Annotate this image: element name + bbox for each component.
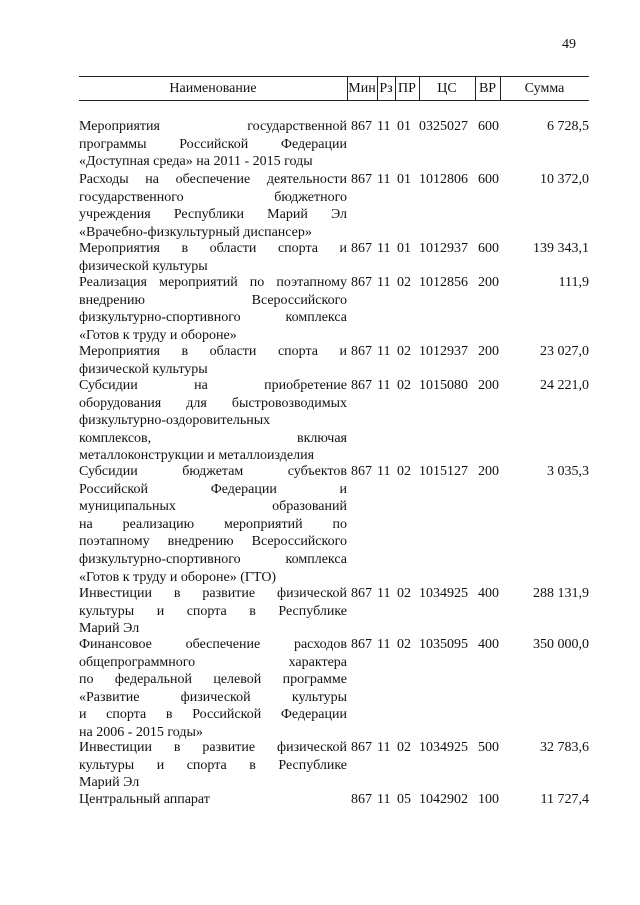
row-vr: 600	[478, 119, 499, 134]
header-vr: ВР	[478, 81, 497, 96]
page-number: 49	[562, 37, 576, 52]
row-cs: 1015080	[419, 378, 468, 393]
row-rz: 11	[377, 586, 391, 601]
row-name-line: физической культуры	[79, 361, 208, 377]
row-rz: 11	[377, 378, 391, 393]
row-rz: 11	[377, 740, 391, 755]
row-name-line: Инвестиции в развитие физической	[79, 586, 347, 601]
row-name-line: учреждения Республики Марий Эл	[79, 207, 347, 223]
row-name-line: Мероприятия в области спорта и	[79, 344, 347, 359]
header-cs: ЦС	[437, 81, 457, 96]
row-name-line: внедрению Всероссийского	[79, 292, 347, 308]
header-rz: Рз	[379, 81, 393, 96]
row-name-line: Субсидии бюджетам субъектов	[79, 464, 347, 479]
row-rz: 11	[377, 792, 391, 807]
row-pr: 02	[397, 464, 411, 479]
row-name-line: «Готов к труду и обороне»	[79, 327, 237, 343]
row-sum: 3 035,3	[547, 464, 589, 479]
row-name-line: программы Российской Федерации	[79, 136, 347, 152]
row-name-line: государственного бюджетного	[79, 189, 347, 205]
row-min: 867	[351, 740, 372, 755]
row-sum: 111,9	[558, 275, 589, 290]
row-rz: 11	[377, 172, 391, 187]
row-name	[79, 377, 347, 465]
row-pr: 02	[397, 275, 411, 290]
row-sum: 139 343,1	[533, 241, 589, 256]
row-name-line: и спорта в Российской Федерации	[79, 707, 347, 723]
row-pr: 01	[397, 119, 411, 134]
row-sum: 11 727,4	[540, 792, 589, 807]
row-pr: 02	[397, 344, 411, 359]
row-min: 867	[351, 378, 372, 393]
row-rz: 11	[377, 637, 391, 652]
row-name-line: Расходы на обеспечение деятельности	[79, 172, 347, 187]
row-vr: 500	[478, 740, 499, 755]
row-cs: 1012937	[419, 241, 468, 256]
row-vr: 200	[478, 378, 499, 393]
row-name-line: физической культуры	[79, 258, 208, 274]
row-name-line: Российской Федерации и	[79, 481, 347, 497]
row-min: 867	[351, 172, 372, 187]
row-name-line: Реализация мероприятий по поэтапному	[79, 275, 347, 290]
row-sum: 24 221,0	[540, 378, 589, 393]
row-name-line: на 2006 - 2015 годы»	[79, 724, 203, 740]
row-name-line: «Врачебно-физкультурный диспансер»	[79, 224, 312, 240]
row-name-line: металлоконструкции и металлоизделия	[79, 448, 315, 464]
row-name-line: Финансовое обеспечение расходов	[79, 637, 347, 652]
row-name-line: Мероприятия в области спорта и	[79, 241, 347, 256]
row-name-line: поэтапному внедрению Всероссийского	[79, 534, 347, 550]
row-pr: 01	[397, 241, 411, 256]
row-rz: 11	[377, 275, 391, 290]
row-name-line: оборудования для быстровозводимых	[79, 395, 347, 411]
row-vr: 400	[478, 637, 499, 652]
row-name-line: Центральный аппарат	[79, 792, 210, 807]
header-bottom-rule	[79, 100, 589, 101]
row-name-line: «Готов к труду и обороне» (ГТО)	[79, 569, 277, 585]
row-rz: 11	[377, 464, 391, 479]
row-name-line: Марий Эл	[79, 621, 140, 637]
row-min: 867	[351, 119, 372, 134]
row-name	[79, 240, 347, 275]
row-pr: 02	[397, 740, 411, 755]
row-name	[79, 791, 347, 809]
row-sum: 350 000,0	[533, 637, 589, 652]
row-pr: 05	[397, 792, 411, 807]
row-name	[79, 739, 347, 792]
row-name-line: по федеральной целевой программе	[79, 672, 347, 688]
row-pr: 01	[397, 172, 411, 187]
row-min: 867	[351, 637, 372, 652]
row-cs: 1042902	[419, 792, 468, 807]
row-name-line: Марий Эл	[79, 775, 140, 791]
row-vr: 200	[478, 464, 499, 479]
row-name	[79, 636, 347, 742]
header-sum: Сумма	[524, 81, 565, 96]
row-cs: 1012806	[419, 172, 468, 187]
row-rz: 11	[377, 241, 391, 256]
row-vr: 200	[478, 344, 499, 359]
row-name	[79, 343, 347, 378]
row-min: 867	[351, 792, 372, 807]
row-name-line: общепрограммного характера	[79, 654, 347, 670]
row-sum: 23 027,0	[540, 344, 589, 359]
row-cs: 1012937	[419, 344, 468, 359]
row-min: 867	[351, 464, 372, 479]
row-name-line: «Доступная среда» на 2011 - 2015 годы	[79, 154, 313, 170]
row-name-line: культуры и спорта в Республике	[79, 603, 347, 619]
row-name-line: комплексов, включая	[79, 430, 347, 446]
row-name-line: физкультурно-спортивного комплекса	[79, 310, 347, 326]
header-pr: ПР	[398, 81, 416, 96]
row-vr: 100	[478, 792, 499, 807]
row-min: 867	[351, 241, 372, 256]
row-min: 867	[351, 275, 372, 290]
row-vr: 600	[478, 241, 499, 256]
row-name-line: физкультурно-спортивного комплекса	[79, 551, 347, 567]
row-pr: 02	[397, 586, 411, 601]
row-name-line: культуры и спорта в Республике	[79, 757, 347, 773]
row-name	[79, 171, 347, 241]
row-name-line: Мероприятия государственной	[79, 119, 347, 134]
header-name: Наименование	[169, 81, 257, 96]
row-sum: 32 783,6	[540, 740, 589, 755]
row-name	[79, 274, 347, 344]
row-cs: 1034925	[419, 740, 468, 755]
row-name-line: «Развитие физической культуры	[79, 689, 347, 705]
row-name-line: Субсидии на приобретение	[79, 378, 347, 393]
row-vr: 600	[478, 172, 499, 187]
row-cs: 0325027	[419, 119, 468, 134]
header-top-rule	[79, 76, 589, 77]
row-rz: 11	[377, 119, 391, 134]
row-sum: 10 372,0	[540, 172, 589, 187]
row-sum: 288 131,9	[533, 586, 589, 601]
row-name	[79, 585, 347, 638]
row-cs: 1012856	[419, 275, 468, 290]
row-cs: 1015127	[419, 464, 468, 479]
row-min: 867	[351, 586, 372, 601]
row-sum: 6 728,5	[547, 119, 589, 134]
row-name-line: Инвестиции в развитие физической	[79, 740, 347, 755]
row-cs: 1035095	[419, 637, 468, 652]
header-min: Мин	[348, 81, 376, 96]
row-min: 867	[351, 344, 372, 359]
row-name-line: муниципальных образований	[79, 499, 347, 515]
row-cs: 1034925	[419, 586, 468, 601]
row-vr: 200	[478, 275, 499, 290]
row-vr: 400	[478, 586, 499, 601]
row-pr: 02	[397, 378, 411, 393]
row-name-line: физкультурно-оздоровительных	[79, 413, 271, 429]
row-name-line: на реализацию мероприятий по	[79, 516, 347, 532]
row-rz: 11	[377, 344, 391, 359]
row-pr: 02	[397, 637, 411, 652]
row-name	[79, 463, 347, 586]
row-name	[79, 118, 347, 171]
